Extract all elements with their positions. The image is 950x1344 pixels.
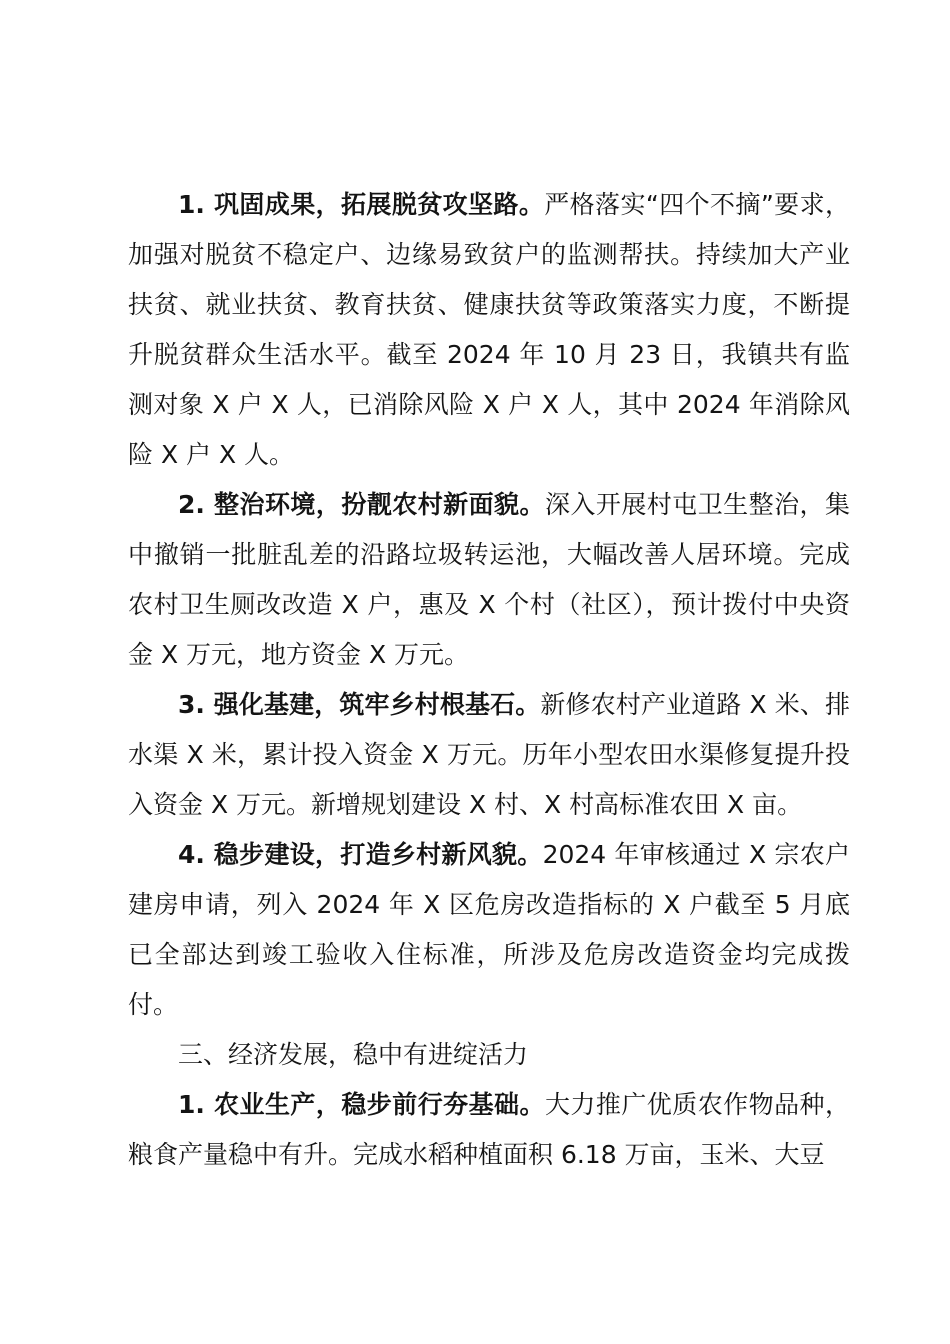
paragraph-poverty — [128, 180, 850, 480]
paragraph-agriculture — [128, 1080, 850, 1180]
paragraph-lead: 2. 整治环境，扮靓农村新面貌。 — [178, 490, 545, 519]
paragraph-body: 新修农村产业道路 X 米、排水渠 X 米，累计投入资金 X 万元。历年小型农田水渠修复提升投入资金 X 万元。新增规划建设 X 村、X 村高标准农田 X 亩。 — [128, 690, 850, 819]
paragraph-infrastructure — [128, 680, 850, 830]
paragraph-housing — [128, 830, 850, 1030]
document-page — [128, 180, 850, 1180]
paragraph-body: 2024 年审核通过 X 宗农户建房申请，列入 2024 年 X 区危房改造指标的 X 户截至 5 月底已全部达到竣工验收入住标准，所涉及危房改造资金均完成拨付。 — [128, 840, 850, 1019]
paragraph-lead: 1. 农业生产，稳步前行夯基础。 — [178, 1090, 545, 1119]
paragraph-lead: 3. 强化基建，筑牢乡村根基石。 — [178, 690, 541, 719]
paragraph-environment — [128, 480, 850, 680]
section-heading: 三、经济发展，稳中有进绽活力 — [178, 1040, 529, 1069]
paragraph-body: 深入开展村屯卫生整治，集中撤销一批脏乱差的沿路垃圾转运池，大幅改善人居环境。完成农村卫生厕改改造 X 户，惠及 X 个村（社区），预计拨付中央资金 X 万元，地方资金 X 万元。 — [128, 490, 850, 669]
paragraph-body: 严格落实“四个不摘”要求，加强对脱贫不稳定户、边缘易致贫户的监测帮扶。持续加大产业扶贫、就业扶贫、教育扶贫、健康扶贫等政策落实力度，不断提升脱贫群众生活水平。截至 2024 年 10 月 23 日，我镇共有监测对象 X 户 X 人，已消除风险 X 户 X 人，其中 2024 年消除风险 X 户 X 人。 — [128, 190, 850, 469]
paragraph-lead: 4. 稳步建设，打造乡村新风貌。 — [178, 840, 543, 869]
paragraph-body: 大力推广优质农作物品种，粮食产量稳中有升。完成水稻种植面积 6.18 万亩，玉米、大豆 — [128, 1090, 850, 1169]
paragraph-lead: 1. 巩固成果，拓展脱贫攻坚路。 — [178, 190, 545, 219]
